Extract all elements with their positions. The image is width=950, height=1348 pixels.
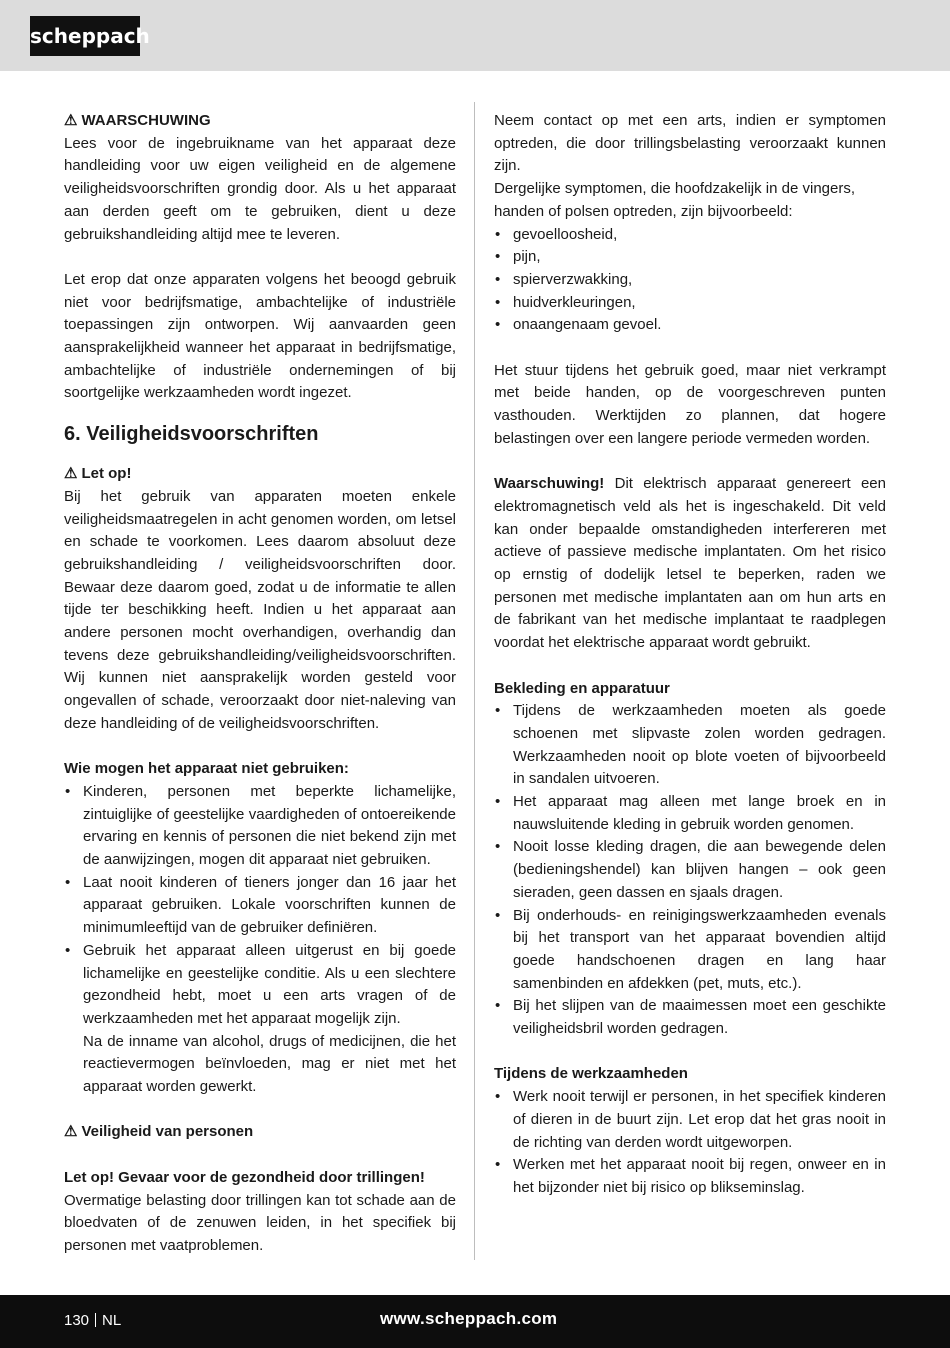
letop-heading: ⚠ Let op! (64, 463, 456, 486)
warning-triangle-icon: ⚠ (64, 112, 78, 129)
list-item: • Kinderen, personen met beperkte lichamelijke, zintuiglijke of geestelijke vaardigheden of ontoereikende ervaring en kennis of personen die niet bekend zijn met de aanwijzingen, mogen dit apparaat niet gebruiken. (64, 781, 456, 872)
scheppach-logo: scheppach (30, 16, 140, 56)
list-item: • Tijdens de werkzaamheden moeten als goede schoenen met slipvaste zolen worden gedragen. Werkzaamheden nooit op blote voeten of bijvoorbeeld in sandalen uitvoeren. (494, 700, 886, 791)
intended-use-paragraph: Let erop dat onze apparaten volgens het beoogd gebruik niet voor bedrijfsmatige, ambachtelijke of industriële toepassingen zijn ontworpen. Wij aanvaarden geen aansprakelijkheid wanneer het apparaat in bedrijfsmatige, ambachtelijke of industriële ondernemingen of bij soortgelijke werkzaamheden wordt ingezet. (64, 270, 456, 402)
clothing-list (494, 700, 886, 1041)
list-item: • Het apparaat mag alleen met lange broek en in nauwsluitende kleding in gebruik worden genomen. (494, 791, 886, 836)
list-item: • Nooit losse kleding dragen, die aan bewegende delen (bedieningshendel) kan blijven hangen – ook geen sieraden, geen dassen en sjaals dragen. (494, 836, 886, 904)
list-item: • huidverkleuringen, (494, 292, 886, 315)
warning-heading: ⚠ WAARSCHUWING (64, 110, 456, 133)
left-column (64, 110, 456, 1258)
list-item: • Bij onderhouds- en reinigingswerkzaamheden evenals bij het transport van het apparaat bovendien altijd goede handschoenen dragen en lang haar samenbinden en afdekken (pet, muts, etc.). (494, 905, 886, 996)
who-heading: Wie mogen het apparaat niet gebruiken: (64, 760, 349, 778)
warning-triangle-icon: ⚠ (64, 1123, 78, 1141)
contact-text: Neem contact op met een arts, indien er symptomen optreden, die door trillingsbelasting veroorzaakt kunnen zijn. (494, 112, 886, 175)
list-item: • pijn, (494, 246, 886, 269)
symptoms-intro: Dergelijke symptomen, die hoofdzakelijk in de vingers, handen of polsen optreden, zijn bijvoorbeeld: (494, 180, 856, 220)
handle-text: Het stuur tijdens het gebruik goed, maar niet verkrampt met beide handen, op de voorgeschreven punten vasthouden. Werktijden zo plannen, dat hogere belastingen over een langere periode vermeden worden. (494, 361, 886, 447)
section-heading: 6. Veiligheidsvoorschriften (64, 423, 319, 446)
page-footer (0, 1295, 950, 1348)
list-item: • Laat nooit kinderen of tieners jonger dan 16 jaar het apparaat gebruiken. Lokale voorschriften kunnen de minimumleeftijd van de gebruiker definiëren. (64, 872, 456, 940)
list-item: • spierverzwakking, (494, 269, 886, 292)
list-item: • onaangenaam gevoel. (494, 314, 886, 337)
list-item: • gevoelloosheid, (494, 224, 886, 247)
em-warning-text: Waarschuwing! Dit elektrisch apparaat genereert een elektromagnetisch veld als het is ingeschakeld. Dit veld kan onder bepaalde omstandigheden interfereren met actieve of passieve medische implantaten. Om het risico op ernstig of dodelijk letsel te beperken, raden we personen met medische implantaten aan om hun arts en de fabrikant van het medische implantaat te raadplegen voordat het elektrische apparaat wordt gebruikt. (494, 475, 886, 652)
symptoms-list (494, 224, 886, 338)
clothing-heading: Bekleding en apparatuur (494, 679, 670, 697)
page-number: 130 NL (64, 1312, 122, 1329)
column-divider (474, 102, 475, 1260)
during-heading: Tijdens de werkzaamheden (494, 1065, 688, 1083)
warning-triangle-icon: ⚠ (64, 465, 78, 483)
list-item: • Gebruik het apparaat alleen uitgerust en bij goede lichamelijke en geestelijke conditie. Als u een slechtere gezondheid hebt, moet u een arts vragen of de werkzaamheden met het apparaat mogelijk zijn. Na de inname van alcohol, drugs of medicijnen, die het reactievermogen beïnvloeden, mag er niet met het apparaat worden gewerkt. (64, 940, 456, 1099)
right-column (494, 110, 886, 1200)
website-link[interactable]: www.scheppach.com (380, 1309, 558, 1328)
vibration-text: Overmatige belasting door trillingen kan tot schade aan de bloedvaten of de zenuwen leiden, in het specifiek bij personen met vaatproblemen. (64, 1191, 456, 1254)
persons-heading: ⚠ Veiligheid van personen (64, 1121, 456, 1144)
letop-text: Bij het gebruik van apparaten moeten enkele veiligheidsmaatregelen in acht genomen worden, om letsel en schade te voorkomen. Lees daarom absoluut deze gebruikshandleiding / veiligheidsvoorschriften door. Bewaar deze daarom goed, zodat u de informatie te allen tijde ter beschikking heeft. Indien u het apparaat aan andere personen mocht overhandigen, overhandig dan tevens deze gebruikshandleiding/veiligheidsvoorschriften. Wij kunnen niet aansprakelijk worden gesteld voor ongevallen of schade, veroorzaakt door niet-naleving van deze handleiding of de veiligheidsvoorschriften. (64, 487, 456, 732)
warning-text: Lees voor de ingebruikname van het apparaat deze handleiding voor uw eigen veiligheid en de algemene veiligheidsvoorschriften grondig door. Als u het apparaat aan derden geeft om te gebruiken, dient u deze gebruikshandleiding altijd mee te leveren. (64, 134, 456, 243)
list-item: • Werken met het apparaat nooit bij regen, onweer en in het bijzonder niet bij risico op blikseminslag. (494, 1154, 886, 1199)
page-header (0, 0, 950, 71)
during-list (494, 1086, 886, 1200)
list-item: • Werk nooit terwijl er personen, in het specifiek kinderen of dieren in de buurt zijn. Let erop dat het gras nooit in de richting van derden wordt uitgeworpen. (494, 1086, 886, 1154)
who-list (64, 781, 456, 1099)
vibration-heading: Let op! Gevaar voor de gezondheid door trillingen! (64, 1168, 425, 1186)
list-item: • Bij het slijpen van de maaimessen moet een geschikte veiligheidsbril worden gedragen. (494, 995, 886, 1040)
